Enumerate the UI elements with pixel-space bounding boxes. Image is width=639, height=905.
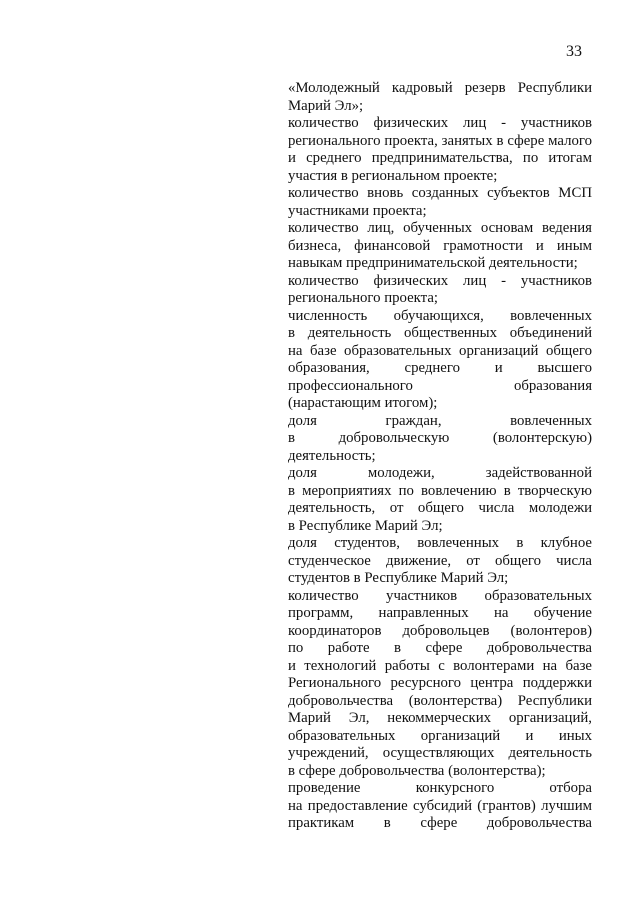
text-line: учреждений, осуществляющих деятельность (288, 745, 592, 761)
text-line: студентов в Республике Марий Эл; (288, 570, 509, 586)
page-number: 33 (566, 43, 582, 60)
text-line: добровольчества (волонтерства) Республики (288, 692, 592, 709)
text-line: на базе образовательных организаций общего (288, 342, 592, 359)
text-line: доля молодежи, задействованной (288, 465, 592, 481)
text-line: практикам в сфере добровольчества (288, 815, 592, 831)
text-line: численность обучающихся, вовлеченных (288, 307, 592, 324)
text-line: деятельность; (288, 447, 376, 464)
text-line: по работе в сфере добровольчества (288, 640, 592, 656)
text-line: участия в региональном проекте; (288, 167, 498, 184)
text-line: Марий Эл, некоммерческих организаций, (288, 710, 592, 726)
text-line: количество физических лиц - участников (288, 115, 592, 131)
text-line: профессионального образования (288, 377, 592, 394)
text-line: проведение конкурсного отбора (288, 780, 592, 796)
text-line: координаторов добровольцев (волонтеров) (288, 622, 592, 639)
text-line: в деятельность общественных объединений (288, 325, 592, 341)
text-line: доля студентов, вовлеченных в клубное (288, 535, 592, 551)
text-line: доля граждан, вовлеченных (288, 412, 592, 429)
text-line: бизнеса, финансовой грамотности и иным (288, 237, 592, 254)
text-line: участниками проекта; (288, 202, 427, 219)
text-line: регионального проекта; (288, 290, 438, 306)
text-line: студенческое движение, от общего числа (288, 552, 592, 569)
text-line: навыкам предпринимательской деятельности; (288, 255, 578, 271)
text-line: Марий Эл»; (288, 97, 364, 114)
text-line: в Республике Марий Эл; (288, 517, 443, 534)
text-line: на предоставление субсидий (грантов) лучшим (288, 797, 592, 814)
text-line: в сфере добровольчества (волонтерства); (288, 762, 546, 779)
text-line: количество вновь созданных субъектов МСП (288, 185, 592, 201)
text-line: и среднего предпринимательства, по итогам (288, 150, 592, 166)
text-line: в добровольческую (волонтерскую) (288, 430, 592, 446)
text-line: образования, среднего и высшего (288, 360, 592, 376)
text-line: (нарастающим итогом); (288, 395, 438, 411)
text-line: количество участников образовательных (288, 587, 592, 604)
text-line: регионального проекта, занятых в сфере малого (288, 132, 592, 149)
text-line: количество лиц, обученных основам ведения (288, 220, 592, 236)
document-body (288, 80, 592, 833)
text-line: программ, направленных на обучение (288, 605, 592, 621)
text-line: Регионального ресурсного центра поддержки (288, 675, 592, 691)
text-line: и технологий работы с волонтерами на базе (288, 657, 592, 674)
text-line: деятельность, от общего числа молодежи (288, 500, 592, 516)
text-line: в мероприятиях по вовлечению в творческую (288, 482, 592, 499)
text-line: «Молодежный кадровый резерв Республики (288, 80, 592, 96)
text-line: количество физических лиц - участников (288, 272, 592, 289)
text-line: образовательных организаций и иных (288, 727, 592, 744)
